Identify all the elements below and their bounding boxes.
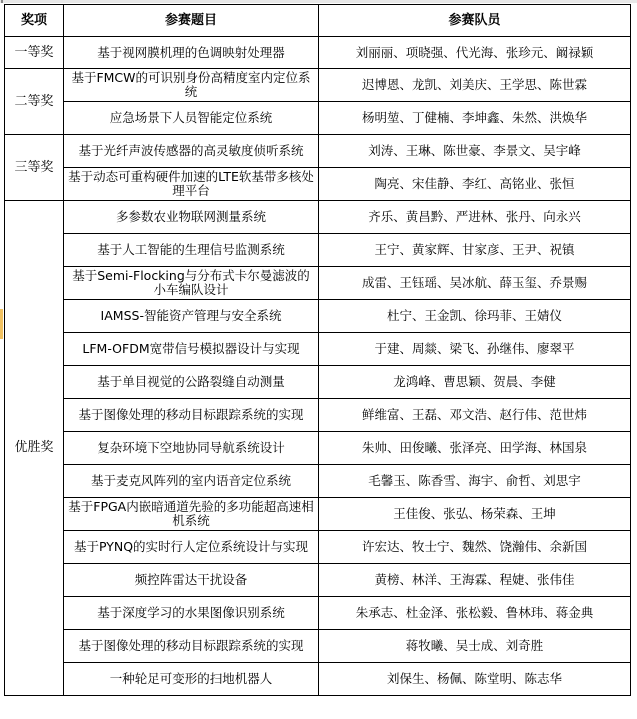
team-cell[interactable]: 刘保生、杨佩、陈堂明、陈志华: [319, 663, 631, 696]
topic-cell[interactable]: 复杂环境下空地协同导航系统设计: [64, 432, 319, 465]
table-row: [5, 333, 631, 366]
topic-cell[interactable]: 基于FPGA内嵌暗通道先验的多功能超高速相机系统: [64, 498, 319, 531]
team-cell[interactable]: 刘涛、王琳、陈世豪、李景文、吴宇峰: [319, 135, 631, 168]
topic-cell[interactable]: IAMSS-智能资产管理与安全系统: [64, 300, 319, 333]
topic-cell[interactable]: 基于光纤声波传感器的高灵敏度侦听系统: [64, 135, 319, 168]
table-row: [5, 366, 631, 399]
topic-cell[interactable]: 基于FMCW的可识别身份高精度室内定位系统: [64, 69, 319, 102]
team-cell[interactable]: 王佳俊、张弘、杨荣森、王坤: [319, 498, 631, 531]
header-award[interactable]: 奖项: [5, 5, 64, 37]
team-cell[interactable]: 许宏达、牧士宁、魏然、饶瀚伟、余新国: [319, 531, 631, 564]
topic-cell[interactable]: 基于图像处理的移动目标跟踪系统的实现: [64, 399, 319, 432]
table-row: [5, 234, 631, 267]
topic-cell[interactable]: 基于视网膜机理的色调映射处理器: [64, 37, 319, 69]
topic-cell[interactable]: 应急场景下人员智能定位系统: [64, 102, 319, 135]
team-cell[interactable]: 蒋牧曦、吴士成、刘奇胜: [319, 630, 631, 663]
topic-cell[interactable]: 基于单目视觉的公路裂缝自动测量: [64, 366, 319, 399]
topic-cell[interactable]: 频控阵雷达干扰设备: [64, 564, 319, 597]
table-row: [5, 498, 631, 531]
table-row: [5, 300, 631, 333]
team-cell[interactable]: 龙鸿峰、曹思颖、贺晨、李健: [319, 366, 631, 399]
table-row: [5, 465, 631, 498]
topic-cell[interactable]: 基于人工智能的生理信号监测系统: [64, 234, 319, 267]
table-row: [5, 37, 631, 69]
topic-cell[interactable]: LFM-OFDM宽带信号模拟器设计与实现: [64, 333, 319, 366]
topic-cell[interactable]: 基于图像处理的移动目标跟踪系统的实现: [64, 630, 319, 663]
team-cell[interactable]: 陶亮、宋佳静、李红、高铭业、张恒: [319, 168, 631, 201]
team-cell[interactable]: 迟博恩、龙凯、刘美庆、王学思、陈世霖: [319, 69, 631, 102]
team-cell[interactable]: 杜宁、王金凯、徐玛菲、王婧仪: [319, 300, 631, 333]
award-cell-second[interactable]: 二等奖: [5, 69, 64, 135]
topic-cell[interactable]: 多参数农业物联网测量系统: [64, 201, 319, 234]
topic-cell[interactable]: 基于深度学习的水果图像识别系统: [64, 597, 319, 630]
team-cell[interactable]: 朱承志、杜金泽、张松毅、鲁林玮、蒋金典: [319, 597, 631, 630]
topic-cell[interactable]: 基于Semi-Flocking与分布式卡尔曼滤波的小车编队设计: [64, 267, 319, 300]
table-row: [5, 168, 631, 201]
table-row: [5, 597, 631, 630]
topic-cell[interactable]: 基于动态可重构硬件加速的LTE软基带多核处理平台: [64, 168, 319, 201]
award-cell-third[interactable]: 三等奖: [5, 135, 64, 201]
table-row: [5, 102, 631, 135]
team-cell[interactable]: 于建、周燚、梁飞、孙继伟、廖翠平: [319, 333, 631, 366]
header-topic[interactable]: 参赛题目: [64, 5, 319, 37]
table-row: [5, 201, 631, 234]
topic-cell[interactable]: 一种轮足可变形的扫地机器人: [64, 663, 319, 696]
row-selection-marker: [0, 309, 3, 339]
table-row: [5, 135, 631, 168]
team-cell[interactable]: 杨明堃、丁健楠、李坤鑫、朱然、洪焕华: [319, 102, 631, 135]
team-cell[interactable]: 鲜维富、王磊、邓文浩、赵行伟、范世炜: [319, 399, 631, 432]
team-cell[interactable]: 成雷、王钰瑶、吴冰航、薛玉玺、乔景赐: [319, 267, 631, 300]
table-row: [5, 267, 631, 300]
topic-cell[interactable]: 基于麦克风阵列的室内语音定位系统: [64, 465, 319, 498]
topic-cell[interactable]: 基于PYNQ的实时行人定位系统设计与实现: [64, 531, 319, 564]
team-cell[interactable]: 毛馨玉、陈香雪、海宇、俞哲、刘思宇: [319, 465, 631, 498]
sheet-top-edge: [0, 0, 637, 3]
award-cell-excellence[interactable]: 优胜奖: [5, 201, 64, 696]
team-cell[interactable]: 黄榜、林洋、王海霖、程婕、张伟佳: [319, 564, 631, 597]
sheet-corner-mark: [1, 0, 3, 3]
award-table: [4, 4, 631, 696]
team-cell[interactable]: 齐乐、黄昌黔、严进林、张丹、向永兴: [319, 201, 631, 234]
team-cell[interactable]: 刘丽丽、项晓强、代光海、张珍元、阚禄颖: [319, 37, 631, 69]
team-cell[interactable]: 朱帅、田俊曦、张泽亮、田学海、林国泉: [319, 432, 631, 465]
table-row: [5, 432, 631, 465]
table-row: [5, 630, 631, 663]
table-row: [5, 69, 631, 102]
table-row: [5, 663, 631, 696]
award-cell-first[interactable]: 一等奖: [5, 37, 64, 69]
table-row: [5, 399, 631, 432]
table-row: [5, 564, 631, 597]
table-row: [5, 531, 631, 564]
header-team[interactable]: 参赛队员: [319, 5, 631, 37]
team-cell[interactable]: 王宁、黄家辉、甘家彦、王尹、祝镇: [319, 234, 631, 267]
